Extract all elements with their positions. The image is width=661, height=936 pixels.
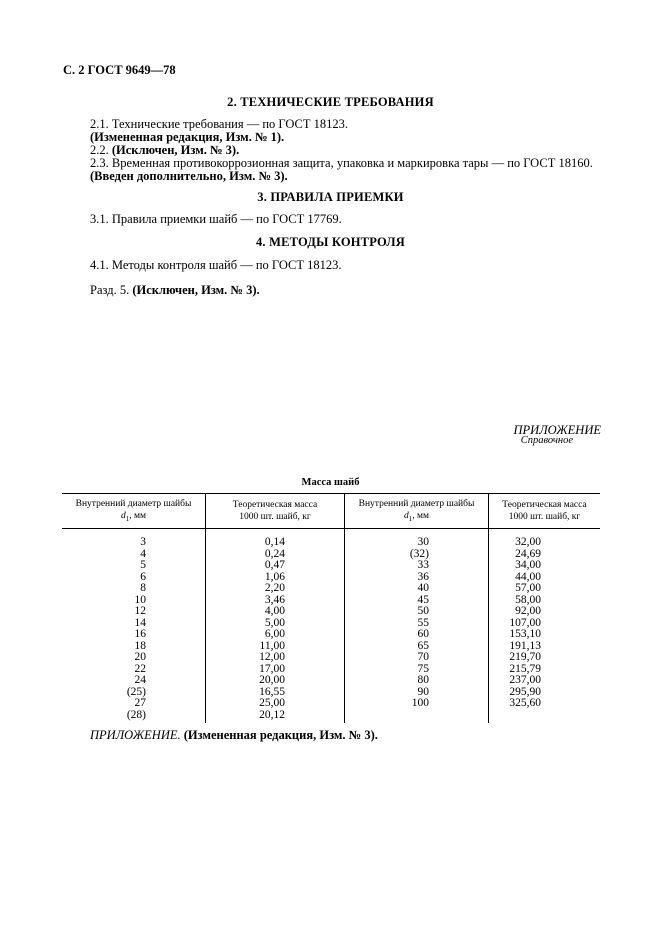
footer-prefix: ПРИЛОЖЕНИЕ.	[90, 728, 181, 742]
mass-cell: 92,00	[489, 606, 601, 618]
para-2-2-number: 2.2.	[90, 143, 109, 157]
para-2-2-note: (Исключен, Изм. № 3).	[111, 143, 240, 157]
table-caption: Масса шайб	[301, 477, 360, 488]
header-mass-2: Теоретическая масса 1000 шт. шайб, кг	[489, 494, 601, 529]
diameter-cell: 65	[345, 641, 489, 653]
mass-cell: 17,00	[206, 664, 345, 676]
mass-cell: 191,13	[489, 641, 601, 653]
table-row	[62, 583, 600, 595]
table-row	[62, 606, 600, 618]
diameter-cell: 10	[134, 593, 146, 606]
section-3-title: 3. ПРАВИЛА ПРИЕМКИ	[257, 190, 404, 204]
diameter-cell: 45	[345, 595, 489, 607]
mass-cell: 34,00	[489, 560, 601, 572]
mass-cell: 44,00	[489, 572, 601, 584]
diameter-cell: 22	[134, 662, 146, 675]
mass-cell: 20,00	[206, 675, 345, 687]
mass-cell: 0,24	[206, 549, 345, 561]
mass-cell: 57,00	[489, 583, 601, 595]
diameter-cell: 80	[345, 675, 489, 687]
diameter-cell: (25)	[126, 685, 146, 698]
diameter-cell: 100	[345, 698, 489, 710]
diameter-cell: 27	[134, 697, 146, 709]
table-row	[62, 710, 600, 724]
diameter-cell: 3	[140, 536, 146, 548]
diameter-cell: 12	[134, 605, 146, 617]
diameter-cell: 5	[140, 559, 146, 571]
diameter-cell: (32)	[345, 549, 489, 561]
table-header-row	[62, 494, 600, 529]
diameter-cell: 90	[345, 687, 489, 699]
mass-cell: 325,60	[489, 698, 601, 710]
table-row	[62, 529, 600, 549]
table-row	[62, 675, 600, 687]
diameter-cell: 6	[140, 570, 146, 583]
para-3-1: 3.1. Правила приемки шайб — по ГОСТ 17769.	[90, 212, 342, 226]
mass-cell: 11,00	[206, 641, 345, 653]
header-mass-1: Теоретическая масса 1000 шт. шайб, кг	[206, 494, 345, 529]
footer-text: (Измененная редакция, Изм. № 3).	[183, 728, 378, 742]
table-row	[62, 560, 600, 572]
mass-cell: 25,00	[206, 698, 345, 710]
footer-note	[90, 728, 378, 743]
appendix-subtitle: Справочное	[520, 435, 573, 446]
diameter-cell: 4	[140, 547, 146, 560]
table-body	[62, 529, 600, 724]
para-2-3-note: (Введен дополнительно, Изм. № 3).	[90, 169, 288, 183]
mass-cell: 237,00	[489, 675, 601, 687]
section-5-prefix: Разд. 5.	[90, 283, 130, 297]
diameter-cell: 16	[134, 628, 146, 640]
mass-cell: 3,46	[206, 595, 345, 607]
diameter-cell: 50	[345, 606, 489, 618]
diameter-cell: 18	[134, 639, 146, 652]
diameter-cell: 30	[345, 529, 489, 549]
diameter-cell: 55	[345, 618, 489, 630]
washer-mass-table	[62, 493, 600, 723]
section-4-title: 4. МЕТОДЫ КОНТРОЛЯ	[255, 235, 406, 249]
mass-cell: 295,90	[489, 687, 601, 699]
diameter-cell: 33	[345, 560, 489, 572]
diameter-cell: 70	[345, 652, 489, 664]
mass-cell: 6,00	[206, 629, 345, 641]
appendix-title: ПРИЛОЖЕНИЕ	[513, 423, 601, 437]
mass-cell: 20,12	[206, 710, 345, 724]
diameter-cell: 60	[345, 629, 489, 641]
diameter-cell: 14	[134, 616, 146, 629]
section-2-title: 2. ТЕХНИЧЕСКИЕ ТРЕБОВАНИЯ	[227, 95, 434, 109]
diameter-cell: 75	[345, 664, 489, 676]
section-5-line	[90, 283, 260, 298]
mass-cell: 1,06	[206, 572, 345, 584]
table-row	[62, 698, 600, 710]
diameter-cell: 8	[140, 582, 146, 594]
diameter-cell	[345, 710, 489, 724]
diameter-cell: 20	[134, 651, 146, 663]
header-diameter-2: Внутренний диаметр шайбы $d_1$, мм	[345, 494, 489, 529]
mass-cell: 4,00	[206, 606, 345, 618]
header-diameter-1: Внутренний диаметр шайбы $d_1$, мм	[62, 494, 206, 529]
mass-cell: 215,79	[489, 664, 601, 676]
diameter-cell: (28)	[126, 708, 146, 721]
para-4-1: 4.1. Методы контроля шайб — по ГОСТ 18123.	[90, 258, 342, 272]
mass-cell: 32,00	[489, 529, 601, 549]
mass-cell: 58,00	[489, 595, 601, 607]
page-header: С. 2 ГОСТ 9649—78	[63, 63, 176, 77]
mass-cell: 0,14	[206, 529, 345, 549]
para-2-1: 2.1. Технические требования — по ГОСТ 18123.	[90, 117, 348, 131]
mass-cell: 12,00	[206, 652, 345, 664]
mass-cell: 16,55	[206, 687, 345, 699]
table-row	[62, 652, 600, 664]
diameter-cell: 36	[345, 572, 489, 584]
diameter-cell: 24	[134, 674, 146, 686]
mass-cell	[489, 710, 601, 724]
mass-cell: 5,00	[206, 618, 345, 630]
diameter-cell: 40	[345, 583, 489, 595]
mass-cell: 0,47	[206, 560, 345, 572]
table-row	[62, 629, 600, 641]
section-5-note: (Исключен, Изм. № 3).	[132, 283, 260, 297]
mass-cell: 219,70	[489, 652, 601, 664]
mass-cell: 107,00	[489, 618, 601, 630]
mass-cell: 153,10	[489, 629, 601, 641]
mass-cell: 2,20	[206, 583, 345, 595]
para-2-1-note: (Измененная редакция, Изм. № 1).	[90, 130, 285, 144]
para-2-3: 2.3. Временная противокоррозионная защита, упаковка и маркировка тары — по ГОСТ 18160.	[90, 156, 593, 170]
mass-cell: 24,69	[489, 549, 601, 561]
